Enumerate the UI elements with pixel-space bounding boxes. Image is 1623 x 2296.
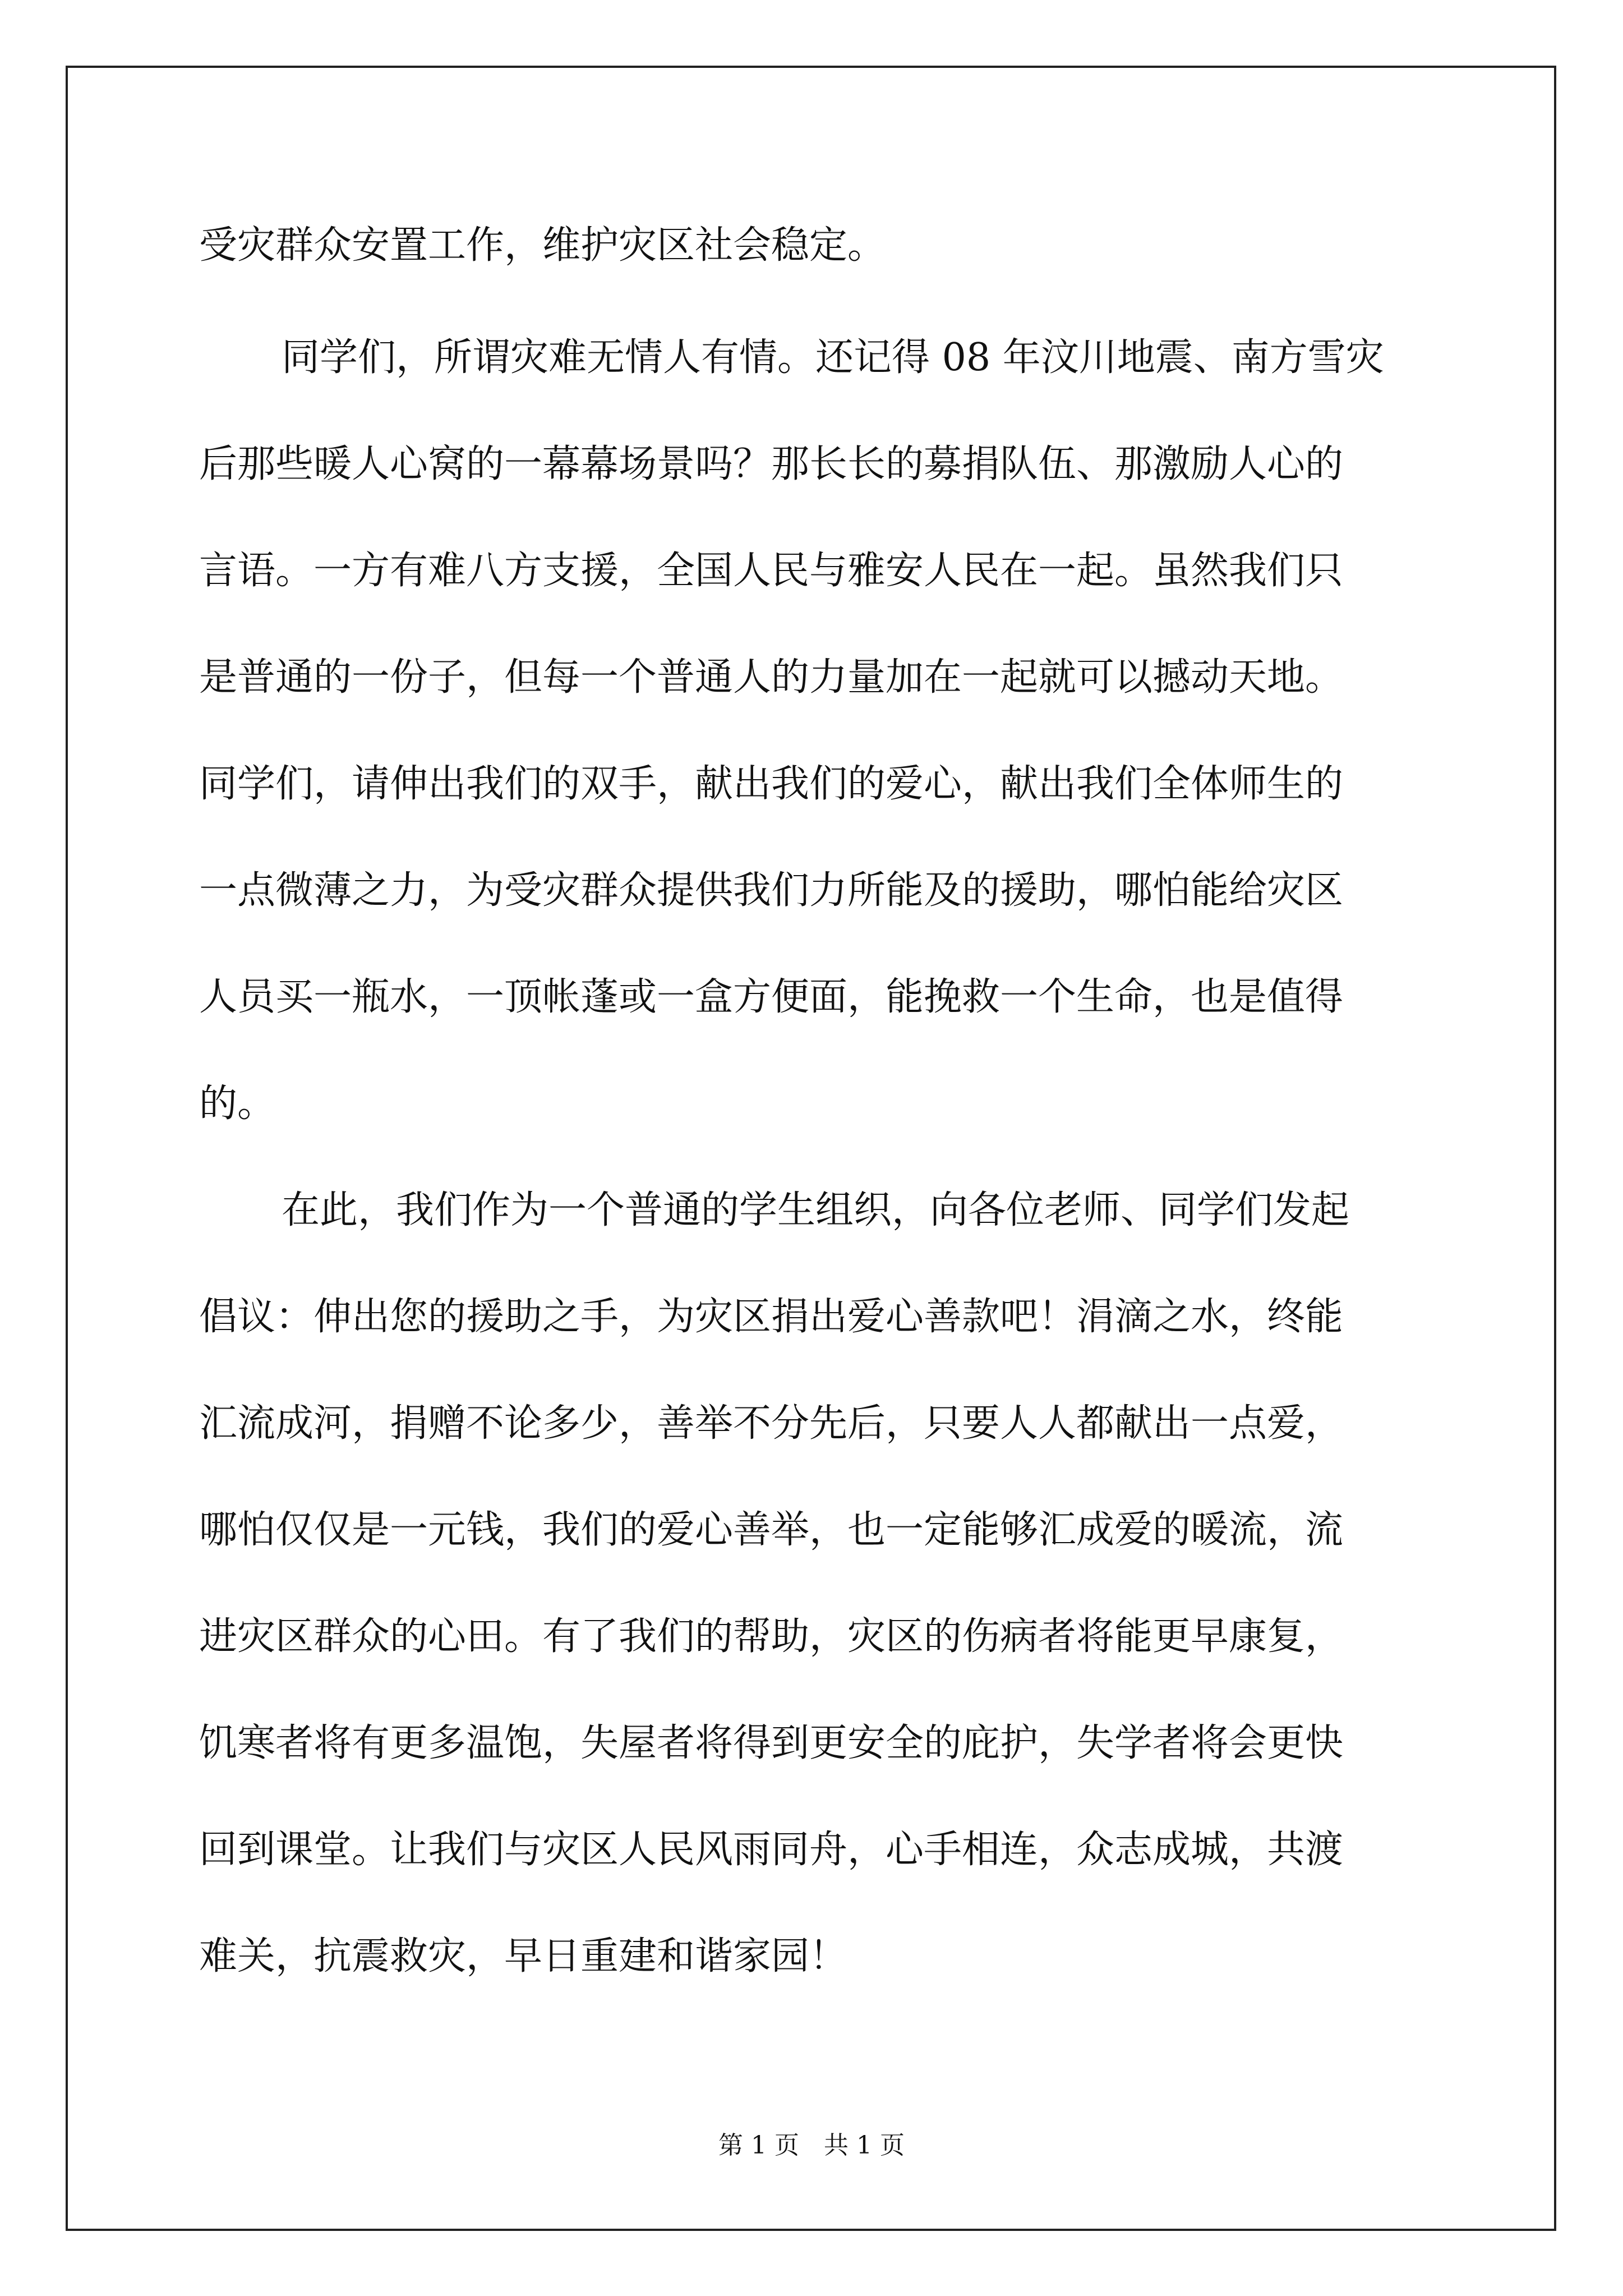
text-line: 难关，抗震救灾，早日重建和谐家园！ <box>199 1934 848 1978</box>
page-footer: 第 1 页 共 1 页 <box>718 2131 905 2160</box>
paragraph-start-line: 同学们，所谓灾难无情人有情。还记得 08 年汶川地震、南方雪灾 <box>282 335 1384 380</box>
text-line: 是普通的一份子，但每一个普通人的力量加在一起就可以撼动天地。 <box>199 655 1344 700</box>
text-line: 人员买一瓶水，一顶帐蓬或一盒方便面，能挽救一个生命，也是值得 <box>199 975 1344 1019</box>
text-line: 受灾群众安置工作，维护灾区社会稳定。 <box>199 223 886 268</box>
paragraph-start-line: 在此，我们作为一个普通的学生组织，向各位老师、同学们发起 <box>282 1188 1350 1232</box>
text-line: 一点微薄之力，为受灾群众提供我们力所能及的援助，哪怕能给灾区 <box>199 868 1344 913</box>
text-line: 后那些暖人心窝的一幕幕场景吗？那长长的募捐队伍、那激励人心的 <box>199 442 1344 486</box>
text-line: 的。 <box>199 1082 276 1126</box>
text-line: 倡议：伸出您的援助之手，为灾区捐出爱心善款吧！涓滴之水，终能 <box>199 1295 1344 1339</box>
text-line: 汇流成河，捐赠不论多少，善举不分先后，只要人人都献出一点爱， <box>199 1401 1344 1446</box>
page-border <box>66 66 1556 2231</box>
text-line: 言语。一方有难八方支援，全国人民与雅安人民在一起。虽然我们只 <box>199 549 1344 593</box>
text-line: 哪怕仅仅是一元钱，我们的爱心善举，也一定能够汇成爱的暖流，流 <box>199 1508 1344 1552</box>
text-line: 饥寒者将有更多温饱，失屋者将得到更安全的庇护，失学者将会更快 <box>199 1721 1344 1765</box>
text-line: 回到课堂。让我们与灾区人民风雨同舟，心手相连，众志成城，共渡 <box>199 1828 1344 1872</box>
text-line: 进灾区群众的心田。有了我们的帮助，灾区的伤病者将能更早康复， <box>199 1614 1344 1659</box>
text-line: 同学们，请伸出我们的双手，献出我们的爱心，献出我们全体师生的 <box>199 762 1344 806</box>
